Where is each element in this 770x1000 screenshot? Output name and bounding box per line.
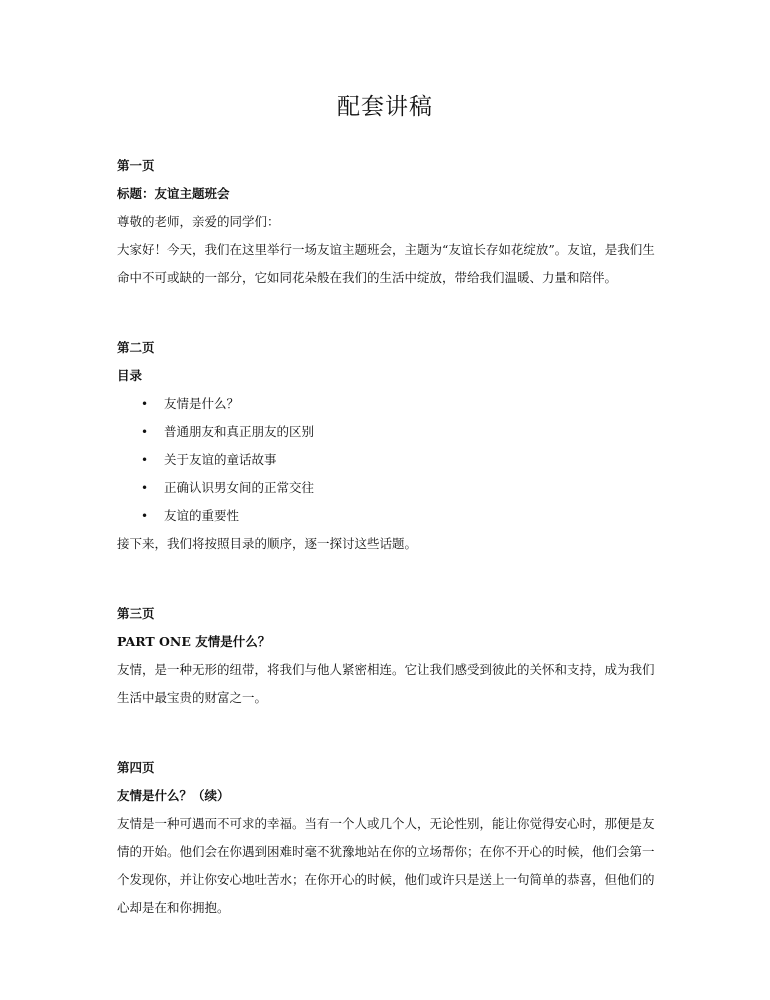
body-paragraph: 大家好！今天，我们在这里举行一场友谊主题班会，主题为“友谊长存如花绽放”。友谊，是我们生命中不可或缺的一部分，它如同花朵般在我们的生活中绽放，带给我们温暖、力量和陪伴。	[117, 242, 655, 285]
body-paragraph: 友情，是一种无形的纽带，将我们与他人紧密相连。它让我们感受到彼此的关怀和支持，成为我们生活中最宝贵的财富之一。	[117, 662, 655, 705]
list-item-text: 友谊的重要性	[164, 508, 240, 523]
page-label: 第四页	[117, 760, 155, 775]
page-label: 第三页	[117, 606, 155, 621]
section-heading: 目录	[117, 368, 143, 383]
list-item	[117, 474, 662, 502]
section-heading: PART ONE 友情是什么？	[117, 634, 271, 649]
section-page-2	[117, 334, 662, 558]
body-paragraph: 接下来，我们将按照目录的顺序，逐一探讨这些话题。	[117, 536, 418, 551]
bullet-icon: •	[141, 509, 149, 523]
bullet-icon: •	[141, 481, 149, 495]
list-item-text: 关于友谊的童话故事	[164, 452, 277, 467]
section-heading: 标题：友谊主题班会	[117, 186, 230, 201]
list-item-text: 正确认识男女间的正常交往	[164, 480, 315, 495]
bullet-icon: •	[141, 453, 149, 467]
list-item	[117, 502, 662, 530]
list-item	[117, 418, 662, 446]
document-title: 配套讲稿	[337, 94, 433, 120]
body-paragraph: 友情是一种可遇而不可求的幸福。当有一个人或几个人，无论性别，能让你觉得安心时，那便是友情的开始。他们会在你遇到困难时毫不犹豫地站在你的立场帮你；在你不开心的时候，他们会第一个发现你，并让你安心地吐苦水；在你开心的时候，他们或许只是送上一句简单的恭喜，但他们的心却是在和你拥抱。	[117, 816, 655, 915]
list-item	[117, 390, 662, 418]
bullet-icon: •	[141, 425, 149, 439]
section-page-1	[117, 152, 662, 292]
section-page-4	[117, 754, 662, 922]
greeting-text: 尊敬的老师，亲爱的同学们：	[117, 214, 280, 229]
table-of-contents-list	[117, 390, 662, 530]
list-item-text: 友情是什么？	[164, 396, 240, 411]
page-label: 第二页	[117, 340, 155, 355]
list-item	[117, 446, 662, 474]
page-label: 第一页	[117, 158, 155, 173]
document-body	[117, 152, 662, 964]
bullet-icon: •	[141, 397, 149, 411]
section-heading: 友情是什么？（续）	[117, 788, 230, 803]
section-page-3	[117, 600, 662, 712]
list-item-text: 普通朋友和真正朋友的区别	[164, 424, 315, 439]
